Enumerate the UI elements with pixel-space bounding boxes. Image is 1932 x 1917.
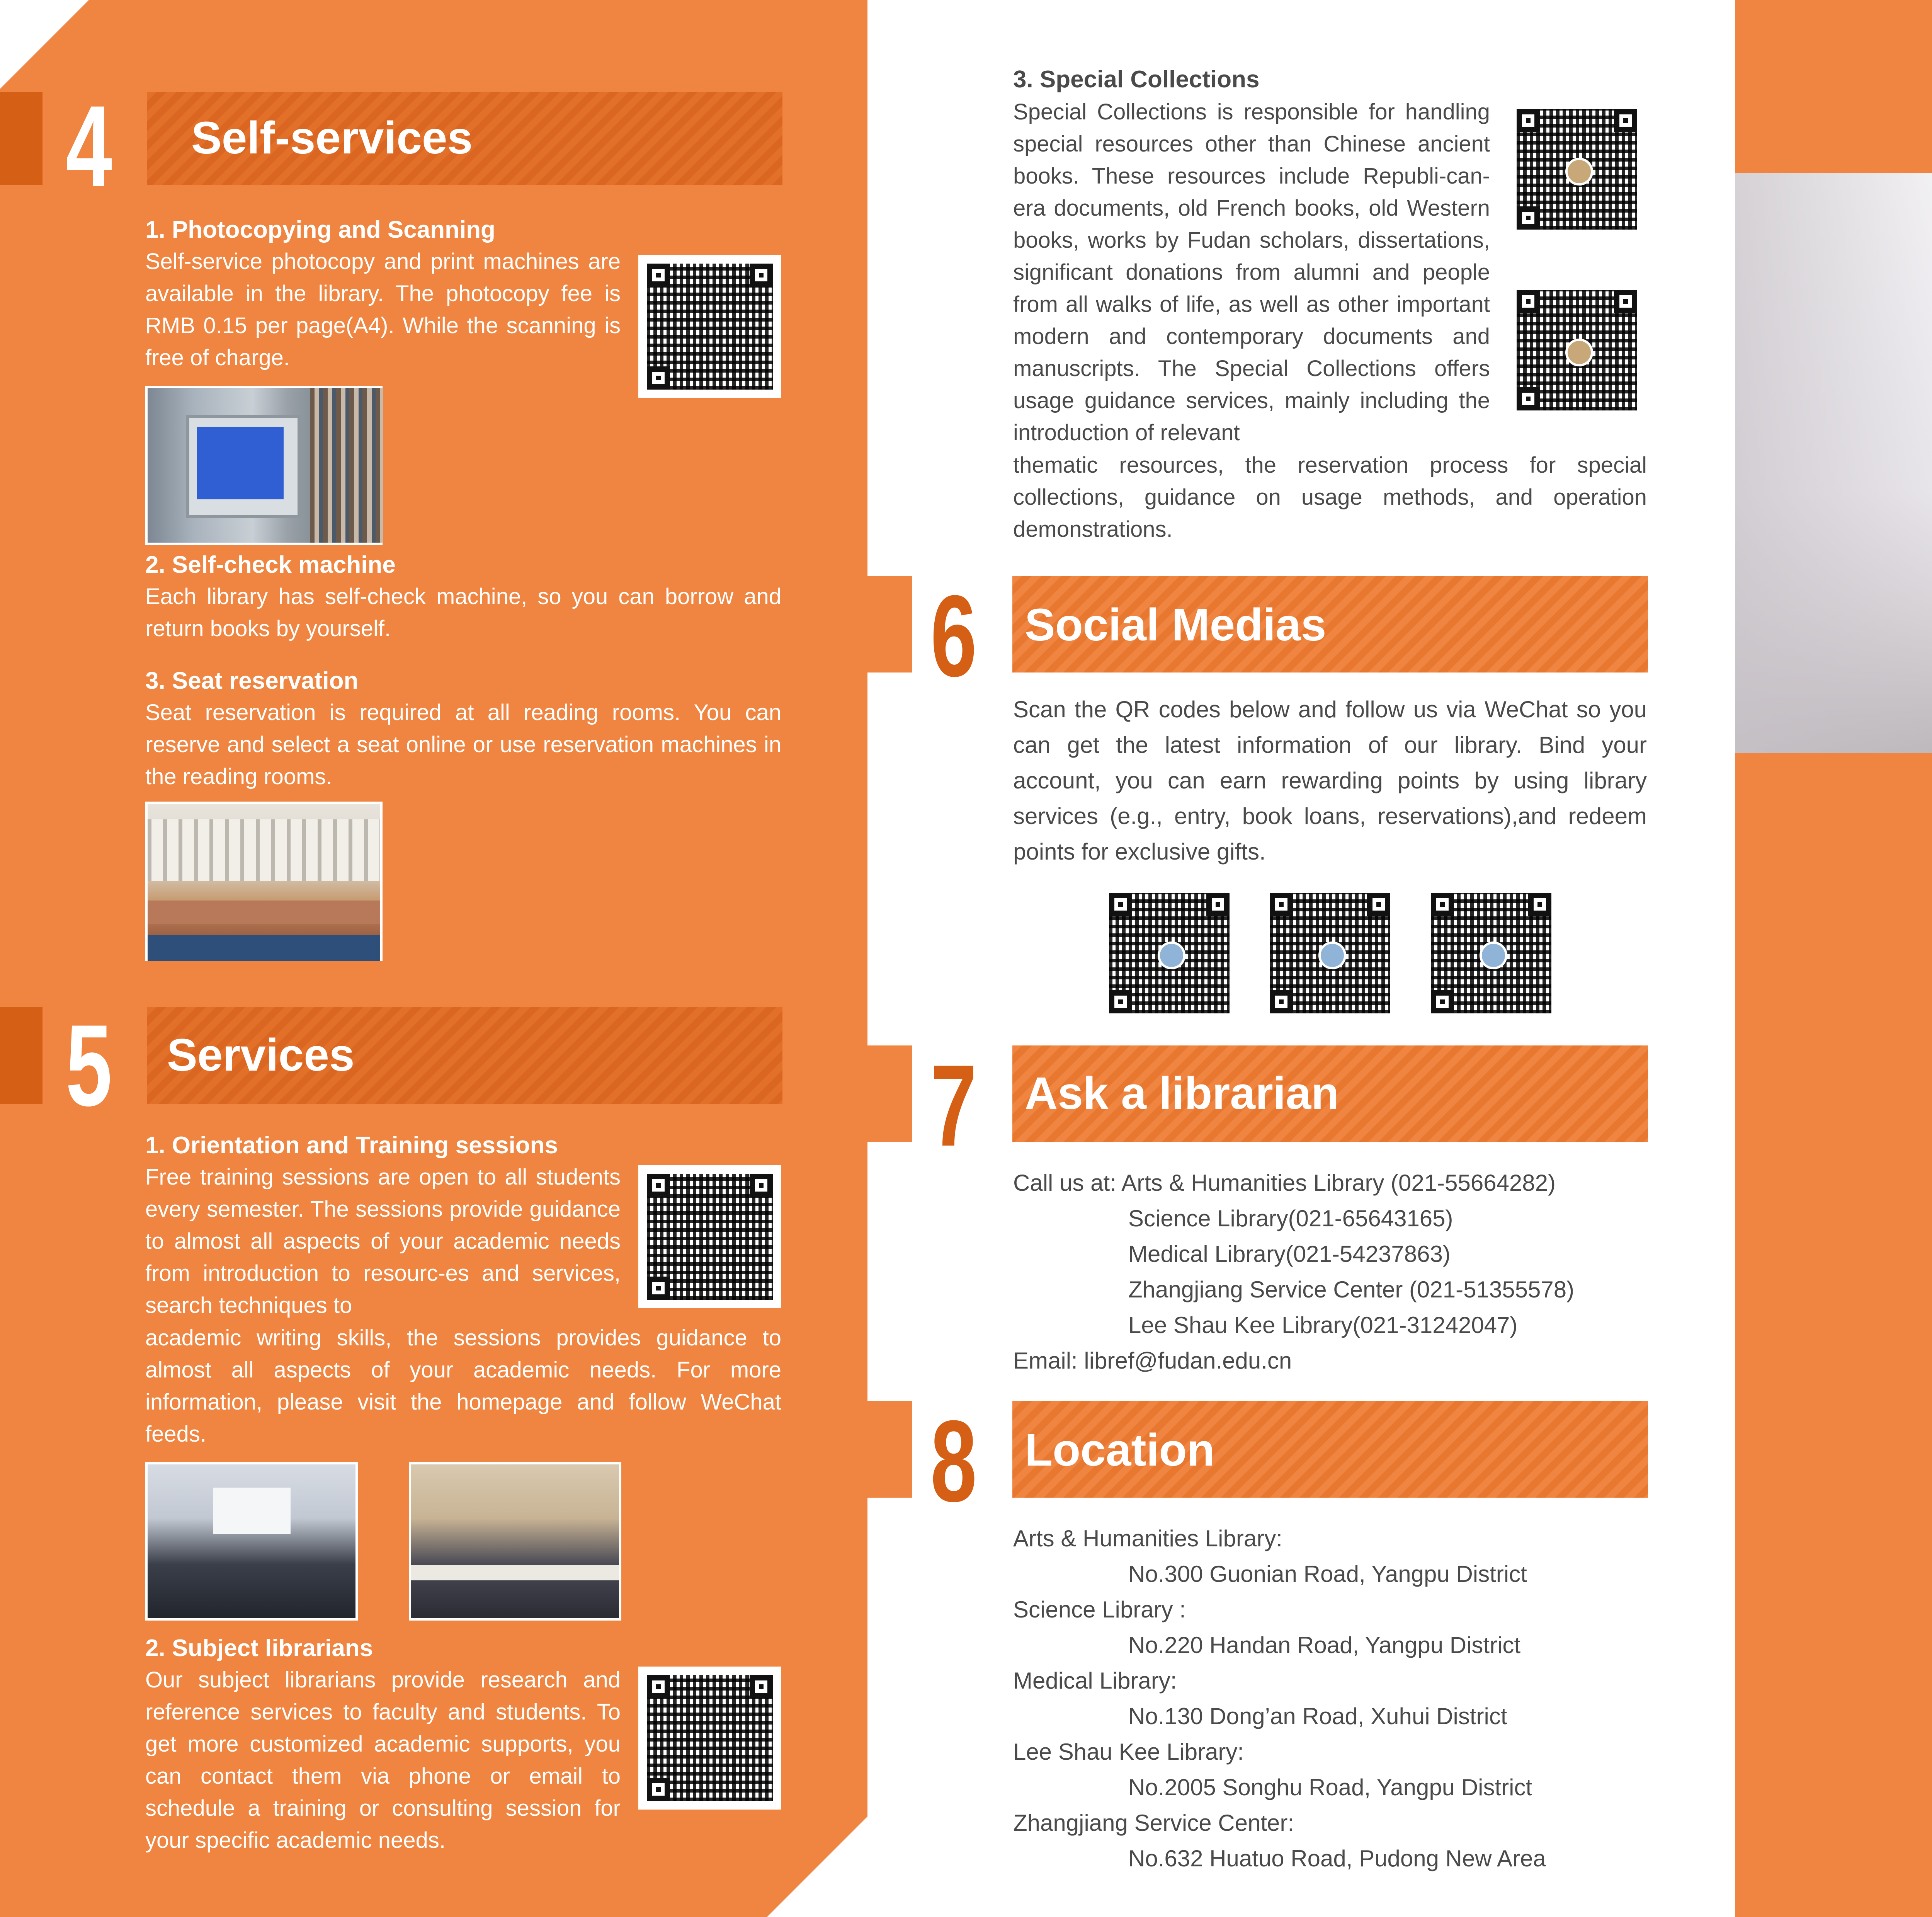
sec7-tab — [867, 1045, 912, 1142]
qr-code-icon[interactable] — [1431, 893, 1551, 1013]
qr-code-icon[interactable] — [1517, 109, 1637, 230]
qr-code-icon[interactable] — [1270, 893, 1390, 1013]
s4-1-title: 1. Photocopying and Scanning — [145, 216, 495, 243]
sc-title: 3. Special Collections — [1013, 66, 1260, 93]
location-name: Medical Library: — [1013, 1668, 1177, 1694]
sec7-number: 7 — [930, 1040, 977, 1170]
location-address: No.632 Huatuo Road, Pudong New Area — [1128, 1845, 1546, 1871]
sc-text-a: Special Collections is responsible for handling special resources other than Chinese ancient books. These resources include Republi-can-era documents, old French books, old Western books, works by Fudan scholars, dissertations, significant donations from alumni and people from all walks of life, as well as other important modern and contemporary documents and manuscripts. The Special Collections offers usage guidance services, mainly including the introduction of relevant — [1013, 99, 1490, 445]
location-name: Lee Shau Kee Library: — [1013, 1739, 1244, 1765]
call-us-line: Call us at: Arts & Humanities Library (021-55664282) — [1013, 1170, 1556, 1196]
sec8-tab — [867, 1401, 912, 1498]
qr-code-icon[interactable] — [1109, 893, 1230, 1013]
s4-3-text: Seat reservation is required at all reading rooms. You can reserve and select a seat online or use reservation machines in the reading rooms. — [145, 700, 781, 789]
phone-line: Lee Shau Kee Library(021-31242047) — [1128, 1312, 1518, 1338]
s4-2-text: Each library has self-check machine, so you can borrow and return books by yourself. — [145, 584, 781, 641]
training-session-image — [409, 1462, 621, 1621]
sec6-text: Scan the QR codes below and follow us via WeChat so you can get the latest information of our library. Bind your account, you can earn rewarding points by using library services (e.g., entry, book loans, reservations),and redeem points for exclusive gifts. — [1013, 696, 1647, 865]
sec8-number: 8 — [930, 1396, 977, 1526]
sec5-title: Services — [167, 1030, 355, 1081]
location-name: Zhangjiang Service Center: — [1013, 1810, 1294, 1836]
location-address: No.130 Dong’an Road, Xuhui District — [1128, 1703, 1507, 1729]
qr-code-icon[interactable] — [638, 1165, 781, 1308]
phone-line: Medical Library(021-54237863) — [1128, 1241, 1451, 1267]
sc-text-b: thematic resources, the reservation process for special collections, guidance on usage methods, and operation demonstrations. — [1013, 453, 1647, 542]
phone-line: Zhangjiang Service Center (021-51355578) — [1128, 1277, 1575, 1302]
location-address: No.220 Handan Road, Yangpu District — [1128, 1632, 1521, 1658]
location-name: Science Library : — [1013, 1597, 1186, 1622]
s4-3-title: 3. Seat reservation — [145, 667, 359, 694]
location-name: Arts & Humanities Library: — [1013, 1525, 1282, 1551]
s5-1-title: 1. Orientation and Training sessions — [145, 1132, 558, 1159]
sec4-title: Self-services — [191, 112, 473, 163]
sec6-tab — [867, 576, 912, 672]
bottom-right-corner-cut — [767, 1817, 867, 1917]
corridor-photo — [1735, 173, 1932, 753]
location-address: No.300 Guonian Road, Yangpu District — [1128, 1561, 1527, 1587]
s4-1-text: Self-service photocopy and print machines are available in the library. The photocopy fee is RMB 0.15 per page(A4). While the scanning is free of charge. — [145, 249, 621, 370]
qr-code-icon[interactable] — [1517, 290, 1637, 410]
s5-2-title: 2. Subject librarians — [145, 1635, 373, 1662]
s5-2-text: Our subject librarians provide research and reference services to faculty and students. To get more customized academic supports, you can contact them via phone or email to schedule a training or consulting session for your specific academic needs. — [145, 1667, 621, 1853]
s5-1-text-a: Free training sessions are open to all students every semester. The sessions provide guidance to almost all aspects of your academic needs from introduction to resourc-es and services, search techniques to — [145, 1165, 621, 1318]
reading-room-image — [145, 802, 383, 961]
s4-2-title: 2. Self-check machine — [145, 552, 396, 578]
s5-1-text-b: academic writing skills, the sessions provides guidance to almost all aspects of your academic needs. For more information, please visit the homepage and follow WeChat feeds. — [145, 1325, 781, 1447]
sec6-number: 6 — [930, 571, 977, 701]
phone-line: Science Library(021-65643165) — [1128, 1205, 1453, 1231]
training-session-image — [145, 1462, 358, 1621]
qr-code-icon[interactable] — [638, 255, 781, 398]
top-left-corner-cut — [0, 0, 89, 89]
sec8-title: Location — [1025, 1425, 1215, 1476]
sec7-title: Ask a librarian — [1025, 1068, 1339, 1119]
email-line[interactable]: Email: libref@fudan.edu.cn — [1013, 1348, 1292, 1374]
sec5-number: 5 — [66, 1000, 112, 1130]
sec6-title: Social Medias — [1025, 599, 1327, 650]
photo-copier-image — [145, 386, 383, 545]
sec4-tab — [0, 92, 43, 185]
sec4-number: 4 — [66, 81, 112, 211]
qr-code-icon[interactable] — [638, 1667, 781, 1810]
sec5-tab — [0, 1007, 43, 1104]
location-address: No.2005 Songhu Road, Yangpu District — [1128, 1774, 1532, 1800]
